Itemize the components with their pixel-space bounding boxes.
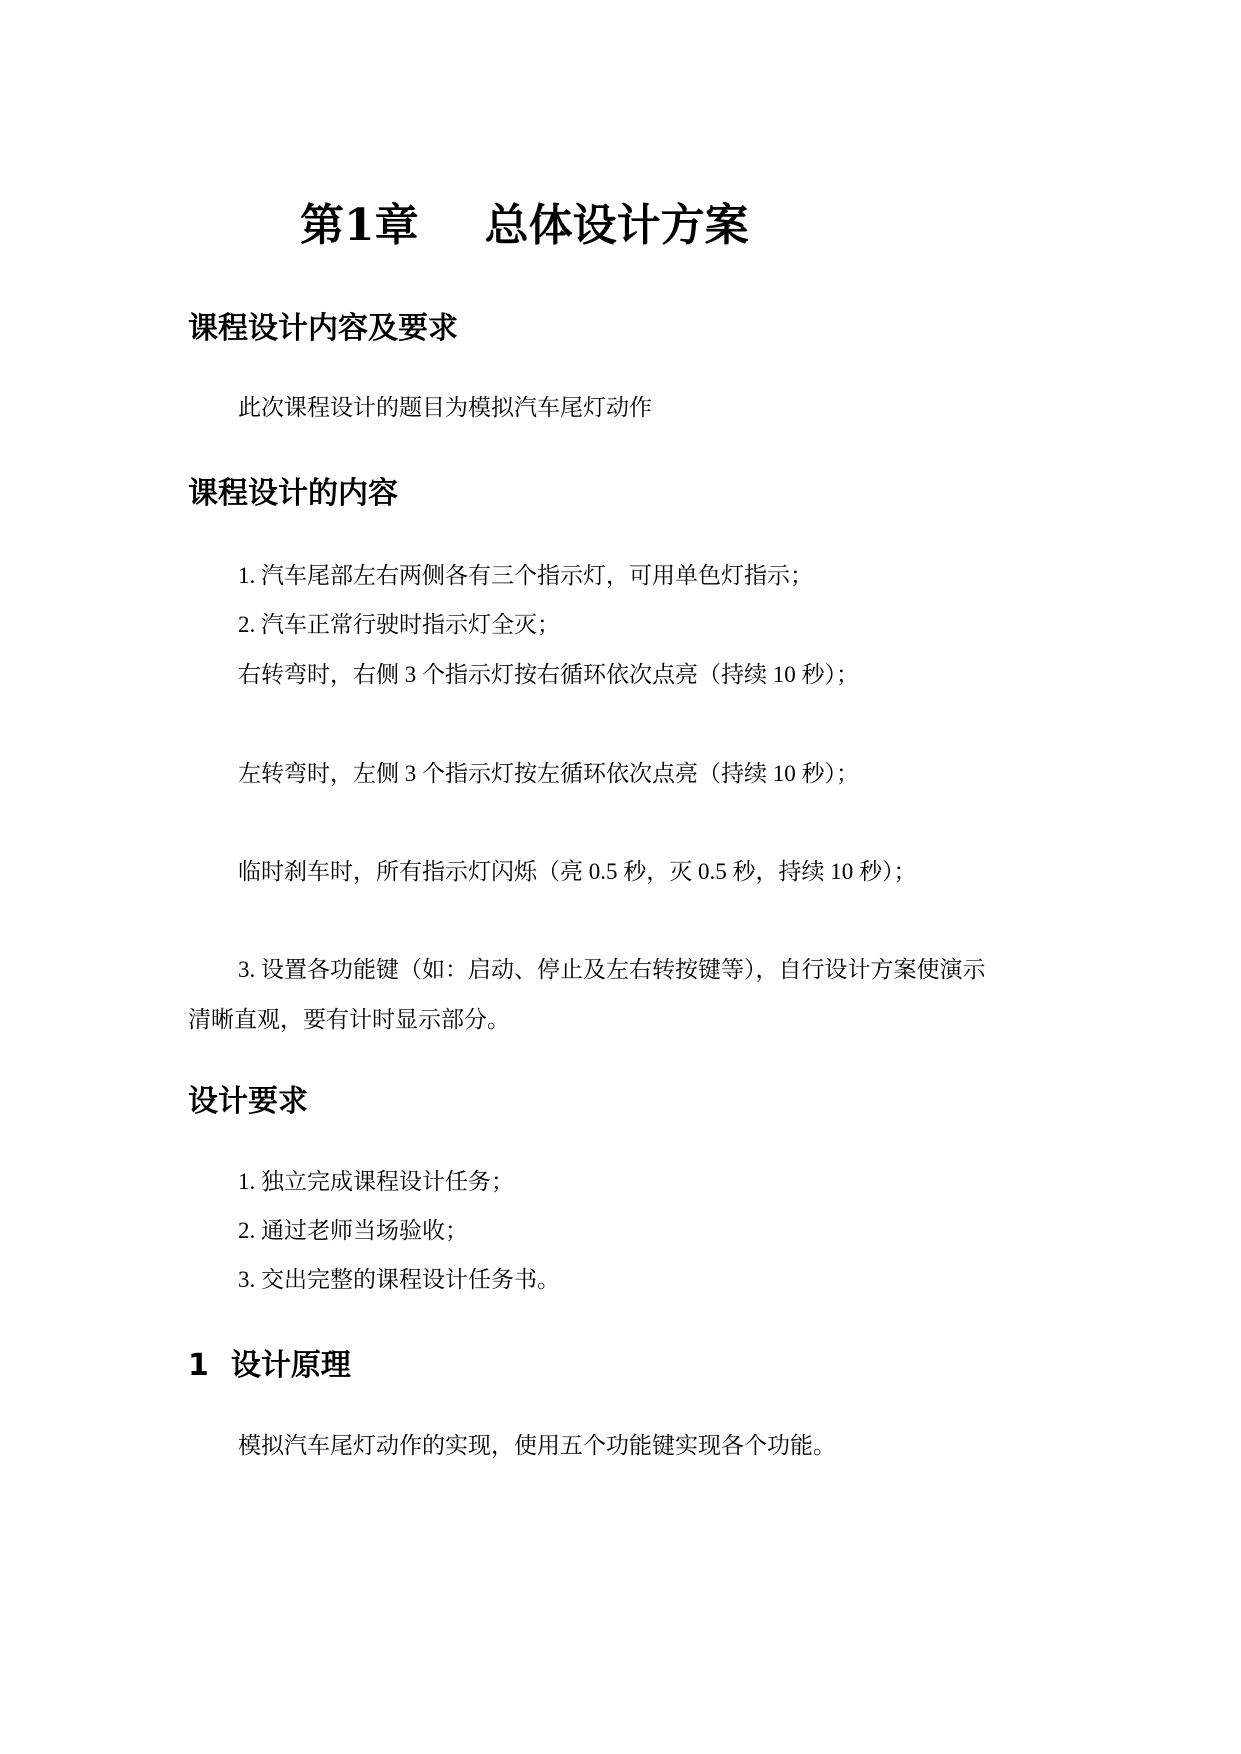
list-item: 右转弯时，右侧 3 个指示灯按右循环依次点亮（持续 10 秒）； <box>238 662 859 687</box>
list-item: 3. 设置各功能键（如：启动、停止及左右转按键等），自行设计方案使演示清晰直观，要有计时显示部分。 <box>188 957 986 1032</box>
chapter-number: 第1章 <box>300 200 419 251</box>
chapter-name: 总体设计方案 <box>484 200 749 251</box>
list-item: 2. 通过老师当场验收； <box>238 1218 468 1243</box>
list-item: 1. 汽车尾部左右两侧各有三个指示灯，可用单色灯指示； <box>238 563 813 588</box>
list-item: 1. 独立完成课程设计任务； <box>238 1169 514 1194</box>
section-heading-design-requirements: 设计要求 <box>188 1084 308 1119</box>
list-item: 3. 交出完整的课程设计任务书。 <box>238 1267 560 1292</box>
section-heading-text: 设计原理 <box>230 1348 351 1383</box>
list-item: 临时刹车时，所有指示灯闪烁（亮 0.5 秒，灭 0.5 秒，持续 10 秒）； <box>238 859 917 884</box>
section-heading-design-principle <box>188 1346 351 1386</box>
paragraph-topic: 此次课程设计的题目为模拟汽车尾灯动作 <box>238 395 652 420</box>
chapter-title <box>300 196 749 256</box>
list-item: 左转弯时，左侧 3 个指示灯按左循环依次点亮（持续 10 秒）； <box>238 761 859 786</box>
section-heading-content: 课程设计的内容 <box>188 476 398 511</box>
section-number: 1 <box>188 1348 209 1383</box>
paragraph-principle: 模拟汽车尾灯动作的实现，使用五个功能键实现各个功能。 <box>238 1433 836 1458</box>
section-heading-content-requirements: 课程设计内容及要求 <box>188 311 458 346</box>
list-item: 2. 汽车正常行驶时指示灯全灭； <box>238 612 560 637</box>
